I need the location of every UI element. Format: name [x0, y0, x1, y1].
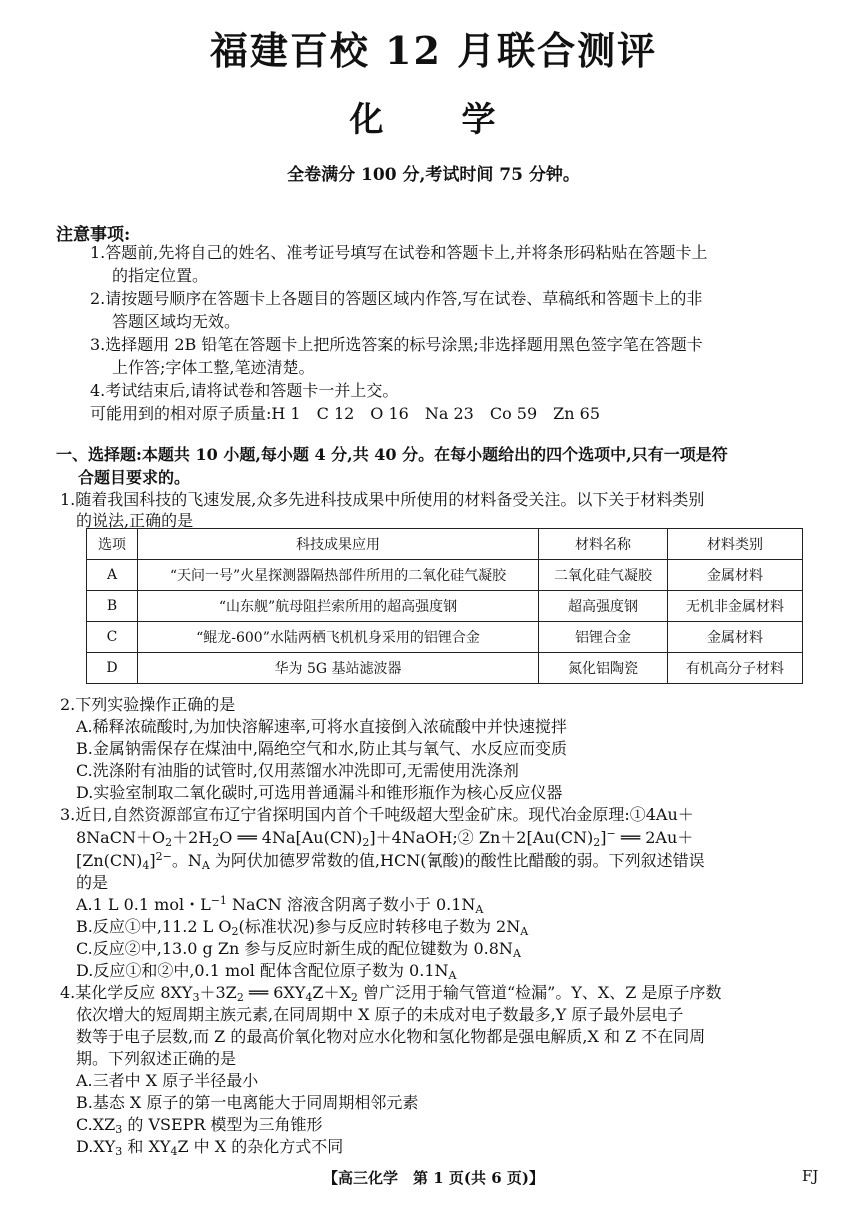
table-header: 科技成果应用: [138, 529, 539, 560]
table-cell: 有机高分子材料: [668, 653, 803, 684]
superscript: 2−: [155, 850, 172, 863]
subscript: 2: [593, 836, 601, 849]
subscript: A: [520, 925, 529, 938]
table-cell: D: [87, 653, 138, 684]
table-cell: 二氧化硅气凝胶: [539, 560, 668, 591]
q3-text: NaCN 溶液含阴离子数小于 0.1N: [226, 895, 476, 914]
q4-text: ══ 6XY: [243, 983, 306, 1002]
q3-text: ＋2H: [172, 828, 213, 847]
section-heading: 一、选择题:本题共 10 小题,每小题 4 分,共 40 分。在每小题给出的四个选项中,只有一项是符: [56, 445, 728, 464]
q3-stem-cont: [76, 848, 705, 872]
q3-text: (标准状况)参与反应时转移电子数为 2N: [238, 917, 521, 936]
notice-heading: 注意事项:: [56, 225, 131, 245]
notice-line: 上作答;字体工整,笔迹清楚。: [112, 358, 315, 377]
q2-option-d: D.实验室制取二氧化碳时,可选用普通漏斗和锥形瓶作为核心反应仪器: [76, 783, 563, 802]
subscript: 3: [115, 1145, 123, 1158]
q4-text: 4.某化学反应 8XY: [60, 983, 193, 1002]
q4-text: 曾广泛用于输气管道“检漏”。Y、X、Z 是原子序数: [357, 983, 722, 1002]
subscript: 4: [170, 1145, 178, 1158]
subscript: 4: [142, 859, 150, 872]
q3-stem-end: 的是: [76, 873, 109, 892]
table-cell: 氮化铝陶瓷: [539, 653, 668, 684]
subscript: 2: [362, 836, 370, 849]
subscript: A: [201, 859, 210, 872]
table-cell: A: [87, 560, 138, 591]
q3-option-c: [76, 936, 521, 960]
q4-stem-cont: 数等于电子层数,而 Z 的最高价氧化物对应水化物和氢化物都是强电解质,X 和 Z 不在同周: [76, 1027, 706, 1046]
q4-stem-cont: 依次增大的短周期主族元素,在同周期中 X 原子的未成对电子数最多,Y 原子最外层电子: [76, 1005, 684, 1024]
table-cell: B: [87, 591, 138, 622]
q2-option-b: B.金属钠需保存在煤油中,隔绝空气和水,防止其与氧气、水反应而变质: [76, 739, 568, 758]
notice-line: 1.答题前,先将自己的姓名、准考证号填写在试卷和答题卡上,并将条形码粘贴在答题卡上: [90, 243, 708, 262]
superscript: −1: [210, 894, 227, 907]
q4-option-d: [76, 1134, 343, 1158]
table-cell: 华为 5G 基站滤波器: [138, 653, 539, 684]
q3-text: D.反应①和②中,0.1 mol 配体含配位原子数为 0.1N: [76, 961, 449, 980]
q3-equation-line: [76, 825, 693, 849]
q4-text: Z＋X: [312, 983, 351, 1002]
subscript: 4: [305, 991, 313, 1004]
materials-table: [86, 528, 803, 684]
table-row: [87, 653, 803, 684]
q3-text: C.反应②中,13.0 g Zn 参与反应时新生成的配位键数为 0.8N: [76, 939, 513, 958]
q4-option-c: [76, 1112, 323, 1136]
table-cell: 金属材料: [668, 622, 803, 653]
q2-stem: 2.下列实验操作正确的是: [60, 695, 236, 714]
notice-line: 2.请按题号顺序在答题卡上各题目的答题区域内作答,写在试卷、草稿纸和答题卡上的非: [90, 289, 703, 308]
q3-text: ]: [149, 851, 156, 870]
page-footer: 【高三化学 第 1 页(共 6 页)】: [323, 1169, 544, 1187]
subscript: A: [512, 947, 521, 960]
q3-text: ]: [600, 828, 607, 847]
table-cell: C: [87, 622, 138, 653]
q4-stem-end: 期。下列叙述正确的是: [76, 1049, 237, 1068]
q3-option-d: [76, 958, 456, 982]
q3-text: ]＋4NaOH;② Zn＋2[Au(CN): [369, 828, 594, 847]
q3-option-a: [76, 892, 483, 916]
q3-text: B.反应①中,11.2 L O: [76, 917, 232, 936]
table-row: [87, 560, 803, 591]
subject-title: 化 学: [349, 100, 518, 140]
subscript: 3: [192, 991, 200, 1004]
footer-code: FJ: [802, 1167, 819, 1185]
q4-text: 的 VSEPR 模型为三角锥形: [122, 1115, 323, 1134]
q3-stem: 3.近日,自然资源部宣布辽宁省探明国内首个千吨级超大型金矿床。现代冶金原理:①4Au＋: [60, 805, 694, 824]
table-header: 材料名称: [539, 529, 668, 560]
q4-text: D.XY: [76, 1137, 116, 1156]
q3-text: ══ 2Au＋: [615, 828, 694, 847]
q4-stem: [60, 980, 722, 1004]
table-cell: 铝锂合金: [539, 622, 668, 653]
q3-text: O ══ 4Na[Au(CN): [219, 828, 363, 847]
superscript: −: [606, 827, 616, 840]
subscript: 2: [236, 991, 244, 1004]
table-row: [87, 622, 803, 653]
table-cell: “鲲龙-600”水陆两栖飞机机身采用的铝锂合金: [138, 622, 539, 653]
table-header: 选项: [87, 529, 138, 560]
atomic-mass-line: 可能用到的相对原子质量:H 1 C 12 O 16 Na 23 Co 59 Zn 65: [90, 404, 601, 423]
subscript: A: [448, 969, 457, 982]
subscript: 2: [350, 991, 358, 1004]
notice-line: 3.选择题用 2B 铅笔在答题卡上把所选答案的标号涂黑;非选择题用黑色签字笔在答题卡: [90, 335, 703, 354]
q2-option-a: A.稀释浓硫酸时,为加快溶解速率,可将水直接倒入浓硫酸中并快速搅拌: [76, 717, 567, 736]
notice-line: 4.考试结束后,请将试卷和答题卡一并上交。: [90, 381, 399, 400]
q3-text: A.1 L 0.1 mol・L: [76, 895, 211, 914]
table-cell: 超高强度钢: [539, 591, 668, 622]
table-cell: 金属材料: [668, 560, 803, 591]
q3-text: 为阿伏加德罗常数的值,HCN(氰酸)的酸性比醋酸的弱。下列叙述错误: [209, 851, 705, 870]
subscript: A: [475, 903, 484, 916]
subscript: 2: [231, 925, 239, 938]
q3-text: 。N: [171, 851, 202, 870]
section-heading-cont: 合题目要求的。: [78, 468, 191, 487]
q1-stem: 1.随着我国科技的飞速发展,众多先进科技成果中所使用的材料备受关注。以下关于材料类别: [60, 490, 705, 509]
subscript: 2: [212, 836, 220, 849]
table-header: 材料类别: [668, 529, 803, 560]
q4-text: C.XZ: [76, 1115, 116, 1134]
subscript: 3: [115, 1123, 123, 1136]
table-cell: “山东舰”航母阻拦索所用的超高强度钢: [138, 591, 539, 622]
exam-info: 全卷满分 100 分,考试时间 75 分钟。: [287, 165, 580, 185]
q3-option-b: [76, 914, 528, 938]
q2-option-c: C.洗涤附有油脂的试管时,仅用蒸馏水冲洗即可,无需使用洗涤剂: [76, 761, 519, 780]
table-header-row: [87, 529, 803, 560]
q4-text: ＋3Z: [199, 983, 237, 1002]
q4-option-a: A.三者中 X 原子半径最小: [76, 1071, 259, 1090]
table-row: [87, 591, 803, 622]
q4-option-b: B.基态 X 原子的第一电离能大于同周期相邻元素: [76, 1093, 419, 1112]
q3-text: [Zn(CN): [76, 851, 143, 870]
q3-text: 8NaCN＋O: [76, 828, 166, 847]
q1-stem-cont: 的说法,正确的是: [76, 511, 194, 530]
notice-line: 答题区域均无效。: [112, 312, 241, 331]
q4-text: Z 中 X 的杂化方式不同: [177, 1137, 344, 1156]
table-cell: 无机非金属材料: [668, 591, 803, 622]
notice-line: 的指定位置。: [112, 266, 209, 285]
table-cell: “天问一号”火星探测器隔热部件所用的二氧化硅气凝胶: [138, 560, 539, 591]
subscript: 2: [165, 836, 173, 849]
exam-title: 福建百校 12 月联合测评: [209, 28, 658, 73]
q4-text: 和 XY: [122, 1137, 171, 1156]
